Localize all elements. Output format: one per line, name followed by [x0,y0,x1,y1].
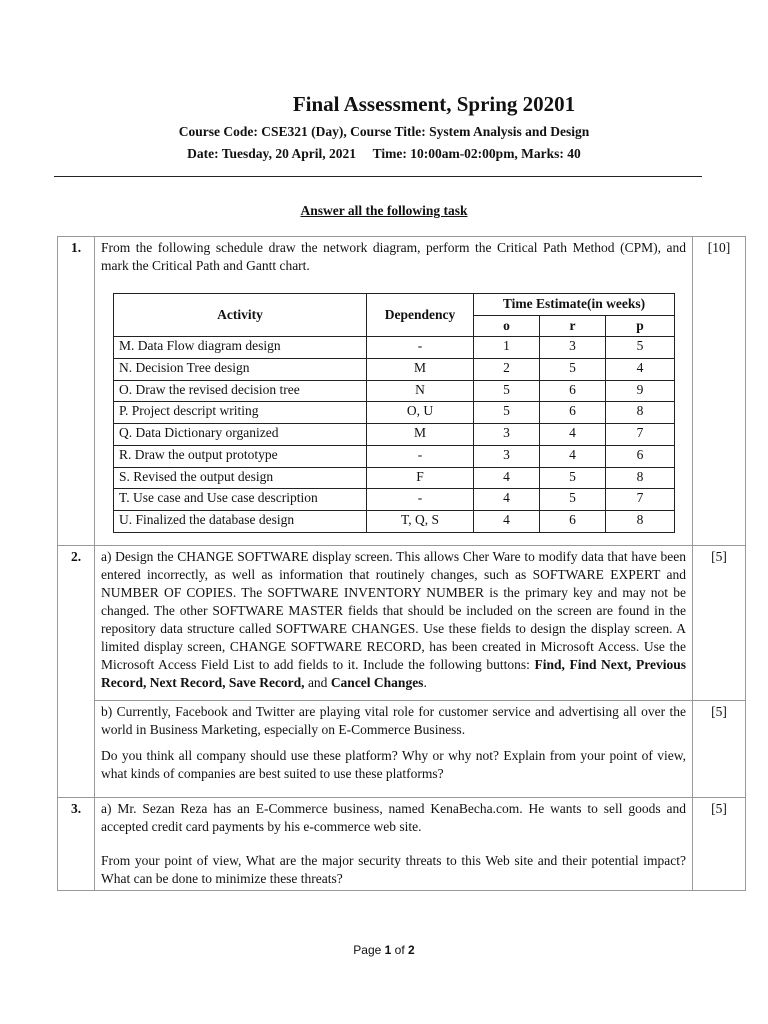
question-marks: [5] [693,797,746,890]
o-estimate-cell: 5 [474,380,540,402]
question-text: a) Mr. Sezan Reza has an E-Commerce business, named KenaBecha.com. He wants to sell goods and accepted credit card payments by his e-commerce web site. [101,800,686,834]
dependency-cell: T, Q, S [367,510,474,532]
p-estimate-cell: 7 [606,424,675,446]
o-estimate-cell: 5 [474,402,540,424]
schedule-row [114,467,675,489]
activity-cell: N. Decision Tree design [114,359,367,381]
activity-cell: R. Draw the output prototype [114,445,367,467]
question-text: b) Currently, Facebook and Twitter are playing vital role for customer service and advertising all over the world in Business Marketing, especially on E-Commerce Business. [101,703,686,737]
col-header-dependency: Dependency [367,294,474,337]
o-estimate-cell: 4 [474,467,540,489]
question-number: 1. [58,237,95,546]
col-header-r: r [540,315,606,337]
question-text: From your point of view, What are the major security threats to this Web site and their potential impact? What can be done to minimize these threats? [101,852,686,886]
p-estimate-cell: 6 [606,445,675,467]
question-text: From the following schedule draw the network diagram, perform the Critical Path Method (CPM), and mark the Critical Path and Gantt chart. [101,240,686,273]
dependency-cell: N [367,380,474,402]
o-estimate-cell: 1 [474,337,540,359]
p-estimate-cell: 5 [606,337,675,359]
question-row-2b [58,700,746,797]
schedule-row [114,380,675,402]
p-estimate-cell: 8 [606,467,675,489]
o-estimate-cell: 4 [474,510,540,532]
col-header-time: Time Estimate(in weeks) [474,294,675,316]
question-row-2a [58,545,746,700]
r-estimate-cell: 5 [540,359,606,381]
col-header-o: o [474,315,540,337]
dependency-cell: - [367,489,474,511]
document-title: Final Assessment, Spring 20201 [292,92,576,116]
course-line: Course Code: CSE321 (Day), Course Title: System Analysis and Design [178,124,590,139]
activity-cell: Q. Data Dictionary organized [114,424,367,446]
o-estimate-cell: 2 [474,359,540,381]
dependency-cell: O, U [367,402,474,424]
activity-cell: O. Draw the revised decision tree [114,380,367,402]
dependency-cell: - [367,445,474,467]
r-estimate-cell: 6 [540,402,606,424]
p-estimate-cell: 7 [606,489,675,511]
o-estimate-cell: 3 [474,424,540,446]
header-divider [54,176,702,177]
activity-cell: T. Use case and Use case description [114,489,367,511]
question-table [57,236,746,891]
col-header-activity: Activity [114,294,367,337]
schedule-row [114,337,675,359]
dependency-cell: M [367,424,474,446]
dependency-cell: M [367,359,474,381]
question-marks: [5] [693,700,746,797]
question-marks: [10] [693,237,746,546]
question-body [95,797,693,890]
question-number: 3. [58,797,95,890]
schedule-row [114,510,675,532]
p-estimate-cell: 8 [606,402,675,424]
r-estimate-cell: 4 [540,445,606,467]
schedule-row [114,359,675,381]
activity-cell: M. Data Flow diagram design [114,337,367,359]
instruction: Answer all the following task [300,203,468,218]
o-estimate-cell: 4 [474,489,540,511]
dependency-cell: F [367,467,474,489]
question-text: Do you think all company should use these platform? Why or why not? Explain from your point of view, what kinds of companies are best suited to use these platforms? [101,747,686,781]
schedule-row [114,424,675,446]
question-row-3 [58,797,746,890]
p-estimate-cell: 8 [606,510,675,532]
dependency-cell: - [367,337,474,359]
schedule-row [114,402,675,424]
col-header-p: p [606,315,675,337]
r-estimate-cell: 5 [540,489,606,511]
r-estimate-cell: 6 [540,380,606,402]
question-body [95,545,693,700]
question-text: a) Design the CHANGE SOFTWARE display screen. This allows Cher Ware to modify data that have been entered incorrectly, as well as information that routinely changes, such as SOFTWARE EXPERT and NUMBER OF COPIES. The SOFTWARE INVENTORY NUMBER is the primary key and may not be changed. The other SOFTWARE MASTER fields that should be included on the screen are found in the repository data structure called SOFTWARE CHANGES. Use these fields to design the display screen. A limited display screen, CHANGE SOFTWARE RECORD, has been created in Microsoft Access. Use the Microsoft Access Field List to add fields to it. Include the following buttons: Find, Find Next, Previous Record, Next Record, Save Record, and Cancel Changes. [101,548,686,690]
r-estimate-cell: 4 [540,424,606,446]
p-estimate-cell: 4 [606,359,675,381]
r-estimate-cell: 5 [540,467,606,489]
o-estimate-cell: 3 [474,445,540,467]
question-body [95,700,693,797]
activity-cell: P. Project descript writing [114,402,367,424]
page-footer: Page 1 of 2 [353,943,415,957]
schedule-row [114,445,675,467]
activity-cell: U. Finalized the database design [114,510,367,532]
schedule-row [114,489,675,511]
activity-cell: S. Revised the output design [114,467,367,489]
question-marks: [5] [693,545,746,700]
question-row-1 [58,237,746,546]
r-estimate-cell: 3 [540,337,606,359]
question-number: 2. [58,545,95,797]
r-estimate-cell: 6 [540,510,606,532]
p-estimate-cell: 9 [606,380,675,402]
question-body [95,237,693,546]
schedule-table [113,293,675,533]
date-line: Date: Tuesday, 20 April, 2021 Time: 10:00am-02:00pm, Marks: 40 [187,146,581,161]
